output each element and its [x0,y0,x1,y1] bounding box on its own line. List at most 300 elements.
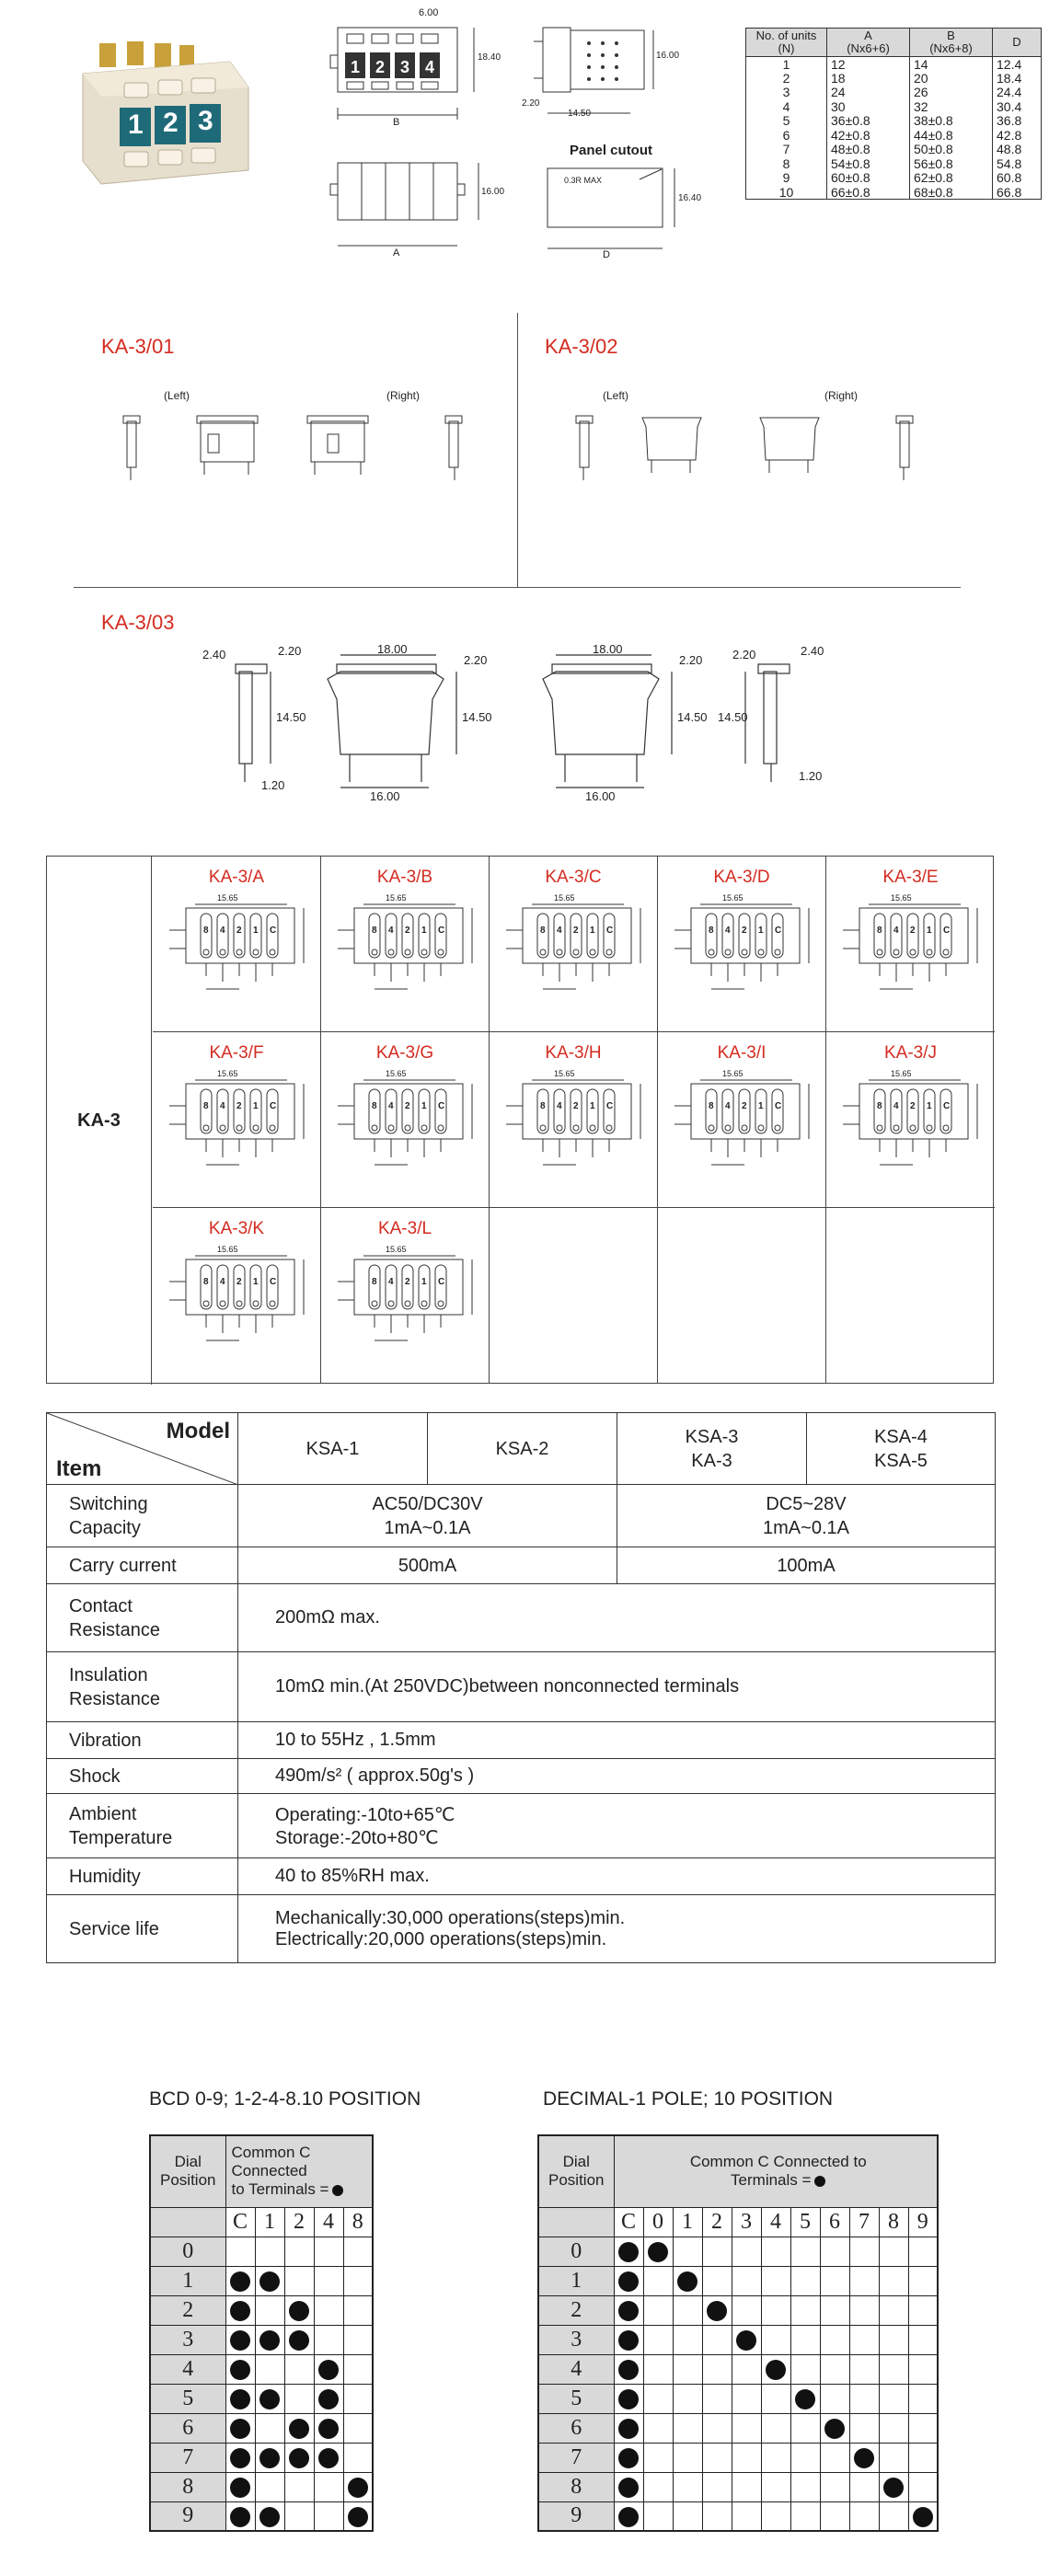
connection-dot-icon [648,2242,668,2262]
terminal-pin-label: 2 [236,1277,242,1287]
terminal-pin-label: 1 [590,926,595,936]
dial-position-number: 4 [538,2354,614,2384]
connection-cell [732,2354,761,2384]
connection-cell [702,2384,732,2413]
col-a: A (Nx6+6) [827,29,910,57]
terminal-pin-label: 4 [220,926,225,936]
terminal-width-dim: 15.65 [891,893,912,903]
model-ksa4: KSA-4 KSA-5 [807,1413,996,1485]
units-table-row [746,99,1042,114]
spec-row-ambient [47,1794,996,1858]
connection-cell [284,2295,314,2325]
connection-cell [343,2295,373,2325]
connection-cell [849,2413,879,2443]
spec-value: 200mΩ max. [238,1584,996,1652]
dial-position-number: 5 [538,2384,614,2413]
ka303-dim-14: 14.50 [718,710,748,724]
units-table-cell: 60.8 [993,171,1042,186]
common-connected-label [225,2135,373,2207]
dim-16-40: 16.40 [678,193,702,203]
decimal-position-table [537,2134,939,2532]
connection-cell [879,2413,908,2443]
dim-d: D [603,249,610,260]
connection-cell [790,2501,820,2531]
dial-position-row [150,2384,373,2413]
ka301-right-label: (Right) [386,389,421,402]
connection-dot-icon [289,2419,309,2439]
connection-cell [908,2472,938,2501]
connection-cell [673,2325,702,2354]
connection-cell [790,2384,820,2413]
connection-dot-icon [677,2271,697,2292]
dial-position-number: 7 [150,2443,225,2472]
units-table-cell: 5 [746,114,827,129]
dial-position-row [538,2501,938,2531]
connection-dot-icon [618,2507,639,2527]
terminal-pin-label: 1 [758,926,764,936]
connection-dot-icon [318,2389,339,2409]
connection-cell [673,2295,702,2325]
connection-cell [761,2501,790,2531]
terminal-drawing [329,1245,480,1374]
terminal-variant-name: KA-3/C [545,868,602,887]
dim-6: 6.00 [419,7,439,18]
grid-row-label: KA-3 [47,857,152,1385]
dial-position-number: 2 [538,2295,614,2325]
connection-dot-icon [230,2507,250,2527]
connection-dot-icon [618,2242,639,2262]
terminal-variant-empty-cell [826,1208,995,1384]
dial-position-number: 8 [538,2472,614,2501]
radius-note: 0.3R MAX [564,176,603,185]
ka303-dim-1: 2.20 [278,644,302,658]
terminal-pin-label: C [606,926,614,936]
connection-cell [643,2325,673,2354]
ka302-title: KA-3/02 [545,335,618,358]
dial-position-number: 9 [150,2501,225,2531]
connection-cell [820,2501,849,2531]
terminal-pin-label: 8 [877,1101,882,1111]
terminal-variant-cell [490,1032,658,1208]
dial-position-number: 3 [538,2325,614,2354]
connection-cell [673,2266,702,2295]
connection-cell [790,2237,820,2266]
dial-position-row [538,2266,938,2295]
spec-row-vibration [47,1722,996,1759]
dial-position-number: 3 [150,2325,225,2354]
common-connected-label [614,2135,938,2207]
ka303-dim-10: 16.00 [585,789,616,803]
dial-position-row [150,2237,373,2266]
connection-cell [343,2472,373,2501]
connection-cell [643,2266,673,2295]
terminal-variant-empty-cell [658,1208,826,1384]
terminal-drawing [834,1069,986,1198]
corner-cell [150,2207,225,2237]
terminal-pin-label: 8 [372,926,377,936]
units-table-cell: 48.8 [993,143,1042,157]
terminal-pin-label: 4 [388,926,394,936]
connection-cell [343,2354,373,2384]
terminal-pin-label: C [438,1101,445,1111]
connection-cell [673,2472,702,2501]
ka303-dim-3: 1.20 [261,778,285,792]
dial-position-number: 1 [538,2266,614,2295]
connection-cell [643,2354,673,2384]
connection-cell [908,2295,938,2325]
spec-row-insulation [47,1652,996,1722]
terminal-pin-label: 8 [203,926,209,936]
spec-item: Service life [47,1895,238,1963]
connection-cell [820,2472,849,2501]
connection-cell [702,2266,732,2295]
ka302-left-label: (Left) [603,389,629,402]
spec-value: DC5~28V 1mA~0.1A [617,1485,996,1547]
terminal-column-label: 3 [732,2207,761,2237]
connection-cell [314,2295,343,2325]
terminal-column-label: C [614,2207,643,2237]
connection-cell [761,2266,790,2295]
connection-cell [343,2384,373,2413]
connection-cell [284,2501,314,2531]
connection-cell [879,2501,908,2531]
connection-cell [314,2501,343,2531]
connection-cell [343,2443,373,2472]
units-table-cell: 36±0.8 [827,114,910,129]
units-table-cell: 7 [746,143,827,157]
dial-position-label: Dial Position [150,2135,225,2207]
connection-cell [643,2384,673,2413]
connection-cell [879,2325,908,2354]
terminal-width-dim: 15.65 [217,893,238,903]
terminal-column-label: 2 [284,2207,314,2237]
ka303-dim-6: 16.00 [370,789,400,803]
connection-cell [284,2384,314,2413]
connection-cell [225,2266,255,2295]
photo-digit-2: 2 [163,108,179,138]
dial-position-row [150,2472,373,2501]
connection-cell [820,2443,849,2472]
connection-cell [820,2295,849,2325]
units-table-cell: 66±0.8 [827,185,910,200]
connection-cell [343,2413,373,2443]
connection-cell [761,2384,790,2413]
terminal-pin-label: 1 [927,1101,932,1111]
common-connected-text: Common C Connected to Terminals = [231,2144,329,2199]
terminal-drawing [160,1245,312,1374]
connection-dot-icon [348,2507,368,2527]
spec-item: Vibration [47,1722,238,1759]
terminal-column-label: C [225,2207,255,2237]
dial-position-row [150,2413,373,2443]
connection-dot-icon [289,2301,309,2321]
panel-cutout-title: Panel cutout [570,143,653,158]
dial-position-row [150,2325,373,2354]
connection-dot-icon [289,2448,309,2468]
section-divider-horizontal [74,587,961,588]
connection-cell [849,2266,879,2295]
units-table-cell: 3 [746,86,827,100]
decimal-title: DECIMAL-1 POLE; 10 POSITION [543,2088,834,2110]
units-table-cell: 68±0.8 [910,185,993,200]
connection-dot-icon [318,2448,339,2468]
terminal-variant-cell [826,857,995,1032]
terminal-variant-cell [658,1032,826,1208]
dim-18-40: 18.40 [478,52,501,63]
connection-cell [879,2295,908,2325]
connection-cell [732,2501,761,2531]
corner-cell [538,2207,614,2237]
connection-dot-icon [348,2478,368,2498]
dial-position-row [538,2325,938,2354]
terminal-variant-empty-cell [490,1208,658,1384]
connection-cell [343,2325,373,2354]
terminal-pin-label: 8 [372,1101,377,1111]
terminal-drawing [497,1069,649,1198]
connection-dot-icon [618,2330,639,2351]
connection-cell [879,2472,908,2501]
model-ksa3: KSA-3 KA-3 [617,1413,807,1485]
terminal-variant-name: KA-3/L [377,1219,432,1238]
connection-cell [820,2354,849,2384]
connection-cell [761,2325,790,2354]
connection-cell [284,2266,314,2295]
pos-header-row [150,2135,373,2207]
dim-a: A [393,247,400,259]
connection-cell [225,2501,255,2531]
units-table-cell: 36.8 [993,114,1042,129]
units-table-cell: 54.8 [993,156,1042,171]
connection-dot-icon [318,2419,339,2439]
connection-cell [284,2443,314,2472]
terminal-pin-label: C [438,926,445,936]
dial-position-row [538,2354,938,2384]
dial-position-number: 1 [150,2266,225,2295]
connection-cell [908,2325,938,2354]
terminal-column-label: 8 [879,2207,908,2237]
dial-position-row [150,2443,373,2472]
connection-cell [225,2413,255,2443]
connection-dot-icon [318,2360,339,2380]
units-table-row [746,71,1042,86]
connection-cell [643,2443,673,2472]
units-table-cell: 1 [746,57,827,72]
connection-cell [614,2325,643,2354]
connection-cell [225,2325,255,2354]
connection-cell [761,2443,790,2472]
units-table-cell: 12 [827,57,910,72]
dial-position-row [538,2413,938,2443]
connection-dot-icon [618,2448,639,2468]
terminal-pin-label: 4 [388,1101,394,1111]
terminal-pin-label: 1 [927,926,932,936]
units-table-cell: 56±0.8 [910,156,993,171]
terminal-pin-label: C [606,1101,614,1111]
spec-value: 100mA [617,1547,996,1584]
col-b: B (Nx6+8) [910,29,993,57]
spec-item: Humidity [47,1858,238,1895]
terminal-pin-label: 8 [709,1101,714,1111]
ka303-drawing [202,644,847,810]
units-table-cell: 66.8 [993,185,1042,200]
ka303-dim-15: 1.20 [799,769,823,783]
col-d: D [993,29,1042,57]
terminal-variant-cell [321,1032,490,1208]
ka303-dim-4: 18.00 [377,642,408,656]
connection-cell [908,2443,938,2472]
connection-cell [314,2237,343,2266]
connection-cell [908,2354,938,2384]
connection-cell [314,2413,343,2443]
connection-cell [614,2237,643,2266]
connection-cell [820,2413,849,2443]
dial-position-row [538,2443,938,2472]
terminal-pin-label: 2 [236,926,242,936]
dial-position-row [150,2501,373,2531]
connection-cell [314,2325,343,2354]
terminal-width-dim: 15.65 [554,1069,575,1078]
terminal-pin-label: 2 [910,1101,916,1111]
common-connected-text: Common C Connected to Terminals = [689,2153,867,2190]
terminal-variant-name: KA-3/J [883,1043,938,1063]
connection-dot-icon [795,2389,815,2409]
pos-header-row [538,2135,938,2207]
terminal-pin-label: 2 [405,1277,410,1287]
connection-cell [849,2443,879,2472]
connection-cell [255,2443,284,2472]
terminal-variant-cell [321,1208,490,1384]
connection-dot-icon [230,2301,250,2321]
spec-value: 10mΩ min.(At 250VDC)between nonconnected terminals [238,1652,996,1722]
connection-cell [790,2266,820,2295]
connection-dot-icon [230,2389,250,2409]
connection-cell [284,2354,314,2384]
connection-cell [732,2413,761,2443]
connection-dot-icon [259,2271,280,2292]
spec-item: Ambient Temperature [47,1794,238,1858]
connection-cell [225,2295,255,2325]
terminal-pin-label: C [270,926,277,936]
terminal-width-dim: 15.65 [386,893,407,903]
connection-cell [820,2384,849,2413]
connection-cell [702,2237,732,2266]
front-digit-1: 1 [351,58,361,76]
connection-dot-icon [736,2330,756,2351]
units-table-cell: 24.4 [993,86,1042,100]
terminal-pin-label: C [270,1277,277,1287]
top-dimension-drawing [327,5,732,258]
terminal-width-dim: 15.65 [891,1069,912,1078]
terminal-drawing [665,1069,817,1198]
connection-cell [614,2266,643,2295]
units-table-cell: 44±0.8 [910,128,993,143]
connection-cell [790,2443,820,2472]
terminal-pin-label: 4 [220,1277,225,1287]
dial-position-row [538,2472,938,2501]
terminal-pin-label: 4 [557,926,562,936]
connection-dot-icon [618,2301,639,2321]
connection-cell [908,2237,938,2266]
units-table-cell: 54±0.8 [827,156,910,171]
units-table-cell: 60±0.8 [827,171,910,186]
connection-cell [643,2501,673,2531]
front-digit-3: 3 [400,58,410,76]
dial-position-number: 7 [538,2443,614,2472]
ka303-dim-5: 2.20 [464,653,488,667]
terminal-drawing [497,893,649,1022]
connection-cell [908,2501,938,2531]
connection-cell [820,2266,849,2295]
units-table-cell: 10 [746,185,827,200]
connection-cell [673,2413,702,2443]
ka303-dim-2: 14.50 [276,710,306,724]
connection-cell [614,2295,643,2325]
terminal-variant-cell [490,857,658,1032]
ka301-drawing [120,403,506,504]
spec-row-humidity [47,1858,996,1895]
spec-item: Shock [47,1759,238,1794]
terminal-pin-label: C [775,1101,782,1111]
terminal-variant-cell [826,1032,995,1208]
connection-cell [673,2237,702,2266]
terminal-column-label: 9 [908,2207,938,2237]
connection-cell [732,2384,761,2413]
ka303-dim-12: 2.20 [732,648,756,661]
terminal-pin-label: 8 [372,1277,377,1287]
terminal-width-dim: 15.65 [386,1245,407,1254]
terminal-variant-cell [153,1032,321,1208]
units-table-cell: 24 [827,86,910,100]
spec-item: Carry current [47,1547,238,1584]
connection-dot-icon [230,2330,250,2351]
ka303-dim-13: 2.40 [801,644,824,658]
terminal-pin-label: 8 [203,1101,209,1111]
spec-row-shock [47,1759,996,1794]
legend-dot-icon [814,2176,825,2187]
connection-cell [761,2413,790,2443]
connection-cell [225,2354,255,2384]
ka303-dim-9: 2.20 [679,653,703,667]
ka301-title: KA-3/01 [101,335,175,358]
terminal-variant-name: KA-3/D [713,868,770,887]
terminal-column-label: 1 [673,2207,702,2237]
dial-position-number: 0 [538,2237,614,2266]
dial-position-row [538,2384,938,2413]
connection-cell [314,2384,343,2413]
dial-position-number: 6 [150,2413,225,2443]
connection-cell [702,2501,732,2531]
connection-dot-icon [230,2360,250,2380]
spec-row-service [47,1895,996,1963]
units-table-cell: 42±0.8 [827,128,910,143]
connection-dot-icon [230,2448,250,2468]
terminal-variant-cell [153,1208,321,1384]
connection-cell [790,2325,820,2354]
connection-cell [284,2472,314,2501]
connection-dot-icon [289,2330,309,2351]
connection-cell [761,2472,790,2501]
terminal-column-label: 4 [761,2207,790,2237]
connection-cell [284,2237,314,2266]
connection-cell [849,2501,879,2531]
terminal-variant-cell [153,857,321,1032]
terminal-drawing [160,893,312,1022]
terminal-pin-label: 2 [236,1101,242,1111]
units-table-cell: 2 [746,71,827,86]
connection-cell [761,2295,790,2325]
connection-cell [702,2295,732,2325]
terminal-pin-label: 1 [421,1101,427,1111]
